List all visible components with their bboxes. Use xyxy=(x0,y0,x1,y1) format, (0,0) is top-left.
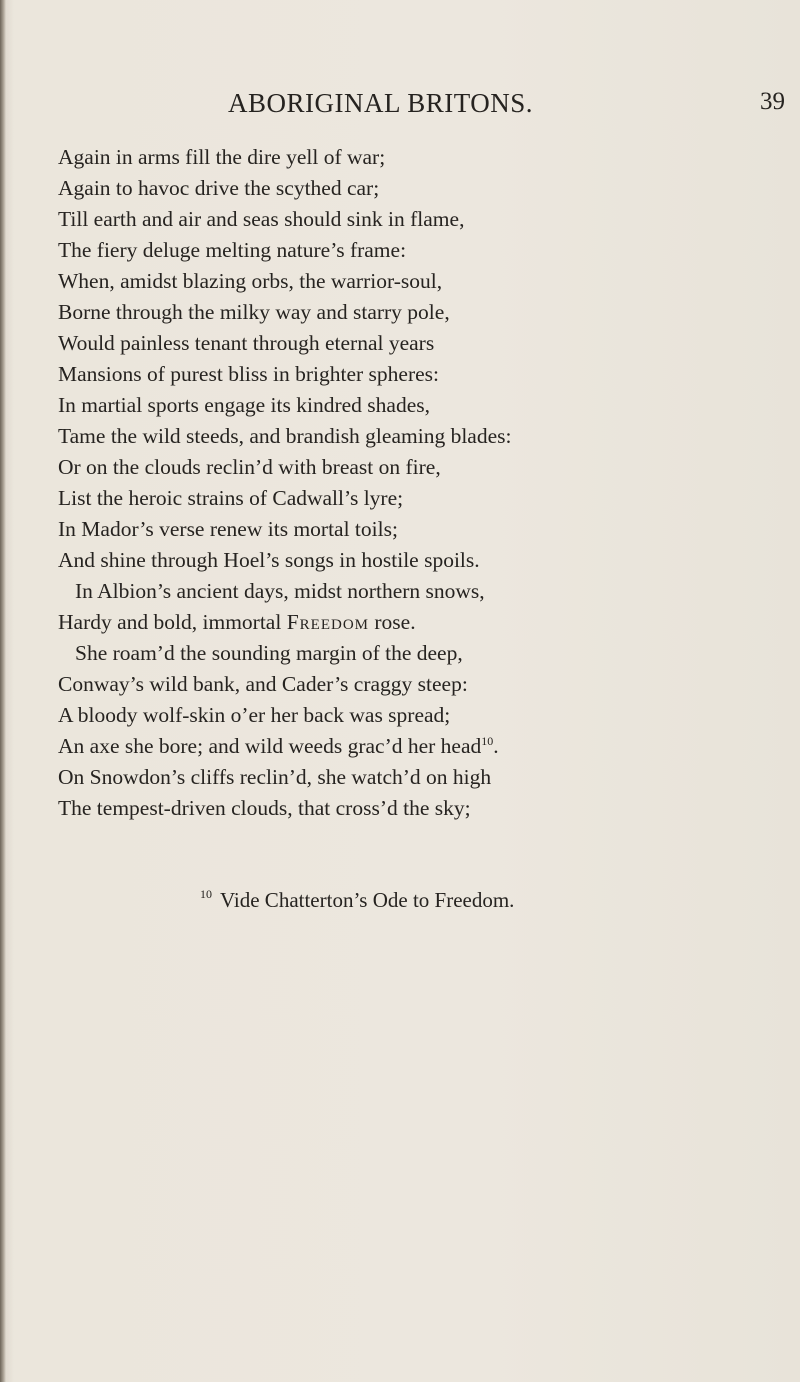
poem-stanza xyxy=(58,142,788,824)
poem-line: When, amidst blazing orbs, the warrior-soul, xyxy=(58,269,443,293)
poem-line: The tempest-driven clouds, that cross’d the sky; xyxy=(58,796,471,820)
poem-line: In Albion’s ancient days, midst northern snows, xyxy=(75,579,485,603)
poem-line-tail: rose. xyxy=(369,610,416,634)
page-gutter-shadow xyxy=(0,0,6,1382)
footnote-text: Vide Chatterton’s Ode to Freedom. xyxy=(220,888,515,912)
page-number: 39 xyxy=(760,88,785,115)
poem-line-tail: . xyxy=(493,734,499,758)
poem-line: Again to havoc drive the scythed car; xyxy=(58,176,380,200)
footnote-marker: 10 xyxy=(200,887,212,901)
running-head xyxy=(0,88,800,124)
footnote-reference[interactable]: 10 xyxy=(481,734,494,748)
poem-line: Till earth and air and seas should sink in flame, xyxy=(58,207,465,231)
poem-line: A bloody wolf-skin o’er her back was spread; xyxy=(58,703,451,727)
poem-line: And shine through Hoel’s songs in hostile spoils. xyxy=(58,548,480,572)
poem-line: In Mador’s verse renew its mortal toils; xyxy=(58,517,398,541)
poem-line: Borne through the milky way and starry pole, xyxy=(58,300,450,324)
freedom-word: Freedom xyxy=(286,610,369,634)
poem-line: Tame the wild steeds, and brandish gleaming blades: xyxy=(58,424,512,448)
poem-line: Again in arms fill the dire yell of war; xyxy=(58,145,386,169)
poem-line: Conway’s wild bank, and Cader’s craggy steep: xyxy=(58,672,468,696)
footnote xyxy=(200,888,514,913)
poem-line: On Snowdon’s cliffs reclin’d, she watch’d on high xyxy=(58,765,492,789)
poem-line: Or on the clouds reclin’d with breast on fire, xyxy=(58,455,441,479)
poem-line-with-footnote xyxy=(58,731,788,762)
poem-line: In martial sports engage its kindred shades, xyxy=(58,393,430,417)
poem-line: She roam’d the sounding margin of the deep, xyxy=(75,641,463,665)
poem-line: The fiery deluge melting nature’s frame: xyxy=(58,238,407,262)
poem-line: Would painless tenant through eternal years xyxy=(58,331,435,355)
poem-line: List the heroic strains of Cadwall’s lyre; xyxy=(58,486,404,510)
running-title: ABORIGINAL BRITONS. xyxy=(228,88,534,118)
poem-line-freedom xyxy=(58,607,788,638)
poem-line-text: Hardy and bold, immortal xyxy=(58,610,282,634)
poem-line: Mansions of purest bliss in brighter spheres: xyxy=(58,362,439,386)
poem-line-text: An axe she bore; and wild weeds grac’d her head xyxy=(58,734,482,758)
